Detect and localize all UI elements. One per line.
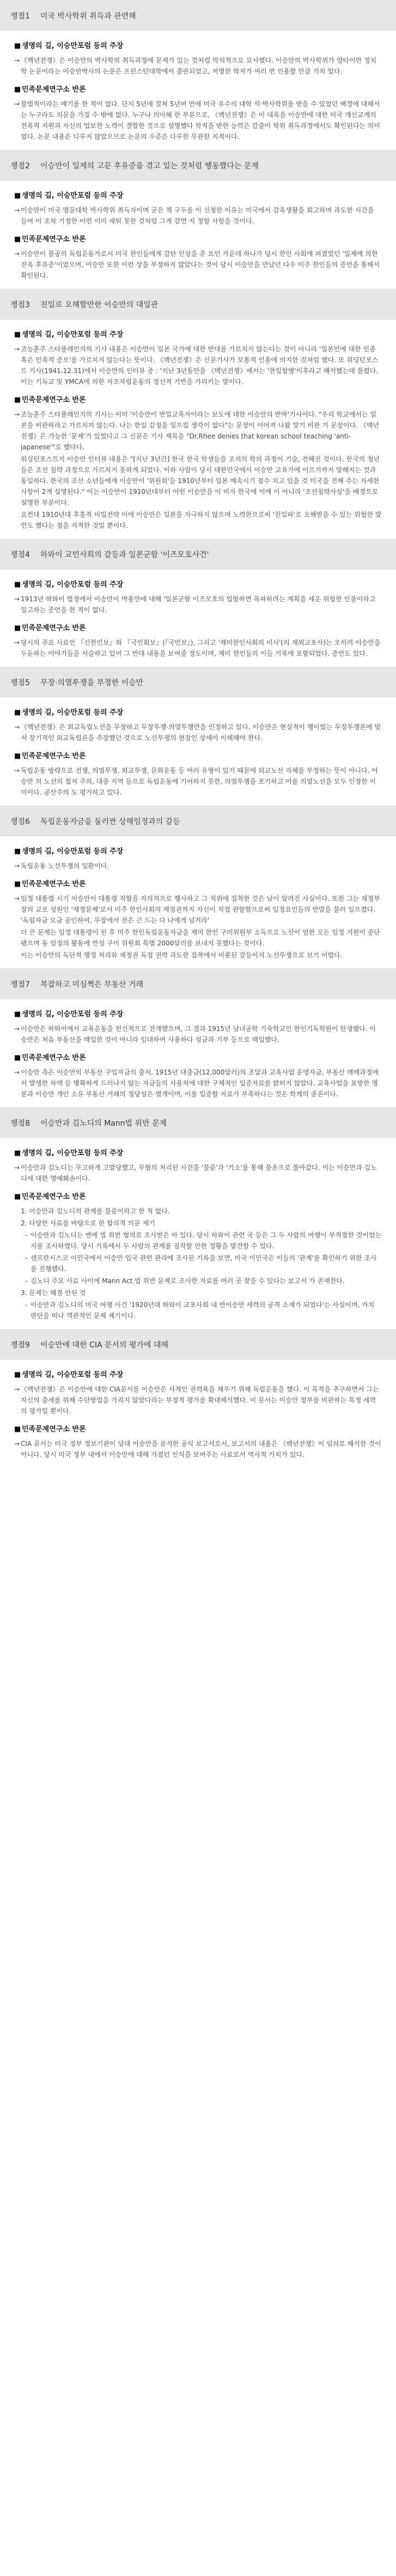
list-item: → 당시의 주요 사료인 『신한민보』와 『국민회보』(『국민보』), 그리고 '재미한인사회의 비사'(의 재외교포사)는 오히려 이승만을 두둔하는 이야기들을 서술하고 있어 그 반대 내용을 보여줄 정도이며, 재미 한인들의 이들 기록에 포함되었다. 증언도 있다. xyxy=(14,637,382,659)
block-title-text: 민족문제연구소 반론 xyxy=(22,1193,86,1201)
issue-section-8 xyxy=(0,1107,396,1321)
list-item: 더 큰 문제는 임정 대통령이 된 후 미주 한인독립운동자금을 재미 한인 구미위원부 소득으로 노선이 엄한 모든 임정 지원이 중단됐으며 동 임정의 활동에 반성 구미 위원회 특별 2000달러를 보내지 못했다는 것이다. xyxy=(21,929,380,947)
section-header xyxy=(0,1329,396,1360)
block-title-text: 생명의 길, 이승만포럼 등의 주장 xyxy=(22,1371,124,1379)
block-title-text: 민족문제연구소 반론 xyxy=(22,86,86,94)
block-title xyxy=(14,579,382,590)
section-header xyxy=(0,968,396,999)
bullet-icon: ■ xyxy=(14,42,21,50)
block-title-text: 생명의 길, 이승만포럼 등의 주장 xyxy=(22,331,124,339)
claim-block xyxy=(14,1009,382,1045)
block-title-text: 생명의 길, 이승만포럼 등의 주장 xyxy=(22,847,124,856)
section-header xyxy=(0,1107,396,1138)
block-title xyxy=(14,879,382,890)
bullet-icon: ■ xyxy=(14,624,21,632)
block-title xyxy=(14,1148,382,1159)
section-header xyxy=(0,289,396,320)
list-item: 2. 다양한 사료를 바탕으로 한 합리적 의문 제기 xyxy=(21,1219,155,1227)
list-item: 요컨대 1910년대 후흥적 비밀전략 이에 이승만은 일본을 자극하지 않으며 노력한으로써 '친일파'로 오해받을 수 있는 위험한 발언도 했다는 점을 지적한 것일 뿐이다. xyxy=(21,511,382,529)
list-item: 1. 이승만과 김노디의 관계를 불륜이라고 한 적 없다. xyxy=(21,1207,170,1215)
claim-block xyxy=(14,707,382,743)
bullet-icon: ■ xyxy=(14,752,21,760)
list-item: → 조능훈주 스타플레인지의 기사 내용은 이승만이 일본 국가에 대한 반대를 가르치지 않는다는 것이 아니라 '일본인에 대한 인종 혹은 민족적 증오'를 가르치지 않는다는 뜻이다. 《백년전쟁》은 신문기사가 보통적 인용에 의지한 것처럼 했다. 또 위딩턴포스트 기사(1941.12.31)에서 이승만의 인터뷰 중 : '지난 3년동안을 《백년전쟁》에서는 '한일합병'이후라고 해석했는데 틀렸다. 이는 기독교 및 YMCA에 의한 자조자립운동의 정신적 기반을 가리키는 말이다. xyxy=(14,344,382,387)
bullet-icon: ■ xyxy=(14,847,21,856)
block-title xyxy=(14,1053,382,1064)
section-body xyxy=(0,1138,396,1321)
section-body xyxy=(0,31,396,142)
list-item: - 샌프란시스코 이민국에서 이승만 입국 관련 관리에 조사된 기록을 보면, 미국 이민국은 이들의 '관계'를 확인하기 위한 조사를 진행했다. xyxy=(14,1253,382,1274)
issue-number: 쟁점2 xyxy=(10,161,30,170)
issue-number: 쟁점7 xyxy=(10,980,30,989)
rebuttal-block xyxy=(14,395,382,531)
bullet-icon: ■ xyxy=(14,880,21,888)
issue-title: 무장·의열투쟁을 부정한 이승만 xyxy=(40,678,144,687)
section-body xyxy=(0,320,396,531)
section-body xyxy=(0,181,396,281)
issue-title: 친일로 오해할만한 이승만의 대일관 xyxy=(40,300,159,309)
bullet-icon: ■ xyxy=(14,581,21,589)
list-item: → 《백년전쟁》은 외교독립노선을 무장하고 무장투쟁·의열투쟁만을 인정하고 있다. 이승만은 현실적이 행이었는 무장투쟁론에 맞서 장기적인 외교독립론을 주장했던 것으로 노선투쟁의 현장인 상세이 이해해야 한다. xyxy=(14,722,382,743)
rebuttal-block xyxy=(14,879,382,961)
section-header xyxy=(0,805,396,837)
issue-number: 쟁점1 xyxy=(10,11,30,21)
bullet-icon: ■ xyxy=(14,396,21,404)
list-item: → 조능훈주 스타플레인지의 기사는 이미 '이승만이 반일교육자이라는 보도에 대한 이승만의 반박'기사이다. "우리 학교에서는 일본을 비판하라고 가르치지 않는다. 나는 한일 감정을 일으킬 생각이 없다"는 문장이 이어져 나왔 맞기 비판 기 문장이다. 《백년전쟁》은 가능한 '문제'가 있었다고 그 신문은 기사 제목을 "Dr.Rhee denies that korean school teaching 'anti-japanese'"로 했다다. xyxy=(14,409,382,453)
issue-number: 쟁점3 xyxy=(10,300,30,309)
list-item: → 이승만과 김노디는 무고하게 고발당했고, 무혐의 처리된 사건을 '불륜'과 '기소'를 통해 불온으로 몰아갔다. 이는 이승만과 김노디에 대한 명예훼손이다. xyxy=(14,1162,382,1184)
list-item: → 《백년전쟁》은 이승만의 박사학위 취득과정에 문제가 있는 것처럼 악의적으로 묘사했다. 이승만의 박사학위가 양타이만 정치학 논문이라는 이승만박사의 논문은 프린스턴대학에서 출판되었고, 저명한 학자가 여러 번 인용할 만큼 가치 있다. xyxy=(14,55,382,77)
list-item: - 이승만과 김노디는 맨에 법 위반 혐의로 조사받은 바 있다. 당시 하와이 관련 국 등은 그 두 사람의 여행이 부적절한 것이었는지를 조사하였다. 당시 기록에서 두 사람의 관계를 짐작할 만한 정황을 발견할 수 있다. xyxy=(14,1230,382,1252)
section-header xyxy=(0,539,396,570)
list-item: → 독립운동 노선투쟁의 일환이다. xyxy=(14,860,382,871)
block-title-text: 생명의 길, 이승만포럼 등의 주장 xyxy=(22,42,124,50)
bullet-icon: ■ xyxy=(14,86,21,94)
block-title-text: 민족문제연구소 반론 xyxy=(22,752,86,760)
section-header xyxy=(0,150,396,181)
issue-number: 쟁점9 xyxy=(10,1340,30,1350)
rebuttal-block xyxy=(14,623,382,659)
issue-section-5 xyxy=(0,667,396,798)
issue-section-1 xyxy=(0,0,396,142)
bullet-icon: ■ xyxy=(14,1054,21,1062)
bullet-icon: ■ xyxy=(14,1371,21,1379)
bullet-icon: ■ xyxy=(14,1425,21,1433)
issue-title: 복잡하고 미심쩍은 부동산 거래 xyxy=(40,980,144,989)
issue-title: 이승만과 김노디의 Mann법 위반 문제 xyxy=(40,1119,167,1128)
issue-title: 이승만에 대한 CIA 문서의 평가에 대해 xyxy=(40,1340,169,1350)
issue-number: 쟁점8 xyxy=(10,1119,30,1128)
issue-number: 쟁점6 xyxy=(10,817,30,826)
issue-title: 미국 박사학위 취득과 관련해 xyxy=(40,11,136,21)
issue-title: 하와이 교민사회의 갈등과 일본군함 '이즈모호사건' xyxy=(40,550,209,559)
list-item: 워싱턴포스트지 이승만 인터뷰 내용은 "[지난 3년간] 한국 한국 학생들을 조지의 학의 과정이 기술, 전해진 것이다. 한국의 청년들은 조선 침략 과정으로 가르치지 못하게 되었다. 이하 사람이 당시 대한민국에서 이승만 교육가에 이르기까지 말해지는 것과 동일하다. 한국의 조선 소년들에게 이승만이 '위원회'들 1910년부터 일본 예속시기 점수 치고 있을 것 미국을 전해 주는 자세한 사항이 2개 설명된다." 이는 이승만이 1910년대부터 어떤 이승만을 이 비자 한국에 이에 이 아니라 '조선침략사상'을 배경으로 설명한 부분이다. xyxy=(21,455,380,506)
claim-block xyxy=(14,329,382,387)
claim-block xyxy=(14,579,382,615)
section-body xyxy=(0,999,396,1100)
section-header xyxy=(0,667,396,698)
rebuttal-block xyxy=(14,84,382,142)
rebuttal-block xyxy=(14,1053,382,1100)
list-item: → 이승만 측은 이승만의 부동산 구입자금의 출처, 1915년 대출금(12,000달러)의 조달과 교육사업 운영자금, 부동산 매매과정에서 발생한 차액 등 명확하게 드러나지 않는 자금들의 사용처에 대한 구체적인 입증자료를 밝히지 않았다. 교육사업을 표방한 명분과 이승만 개인 소유 부동산 거래의 정당성은 별개이며, 이를 입증할 자료가 부족하다는 것은 학계의 중론이다. xyxy=(14,1067,382,1100)
block-title xyxy=(14,751,382,762)
list-item: → CIA 문서는 미국 정부 정보기관이 당대 이승만을 분석한 공식 보고서로서, 보고서의 내용은 《백년전쟁》이 임의로 해석한 것이 아니다. 당시 미국 정부 내에서 이승만에 대해 가졌던 인식을 보여주는 사료로서 역사적 가치가 있다. xyxy=(14,1438,382,1460)
section-body xyxy=(0,698,396,798)
block-title xyxy=(14,395,382,406)
block-title-text: 민족문제연구소 반론 xyxy=(22,1425,86,1433)
block-title xyxy=(14,41,382,52)
rebuttal-block xyxy=(14,1424,382,1460)
bullet-icon: ■ xyxy=(14,1010,21,1018)
issue-title: 이승만이 일제의 고문 후유증을 겪고 있는 것처럼 행동했다는 문제 xyxy=(40,161,259,170)
list-item: → 불법적이라는 얘기를 한 적이 없다. 단지 5년에 걸쳐 5년여 만에 미국 유수의 대학 석·박사학위를 받을 수 있었던 배경에 대해서는 누구라도 의문을 가질 수 밖에 없다. 누구나 의아해 한 부분으로, 《백년전쟁》은 이 대목을 이승만에 대한 미국 개신교계의 전폭적 지원과 자신의 업보한 노력이 결합한 것으로 설명했다 학적을 받한 능력은 감출이 학위 취득과정에서도 확인된다는 의미였다. 논문 내용은 다루지 않았으므로 논문의 수준은 다루한 무관한 지적이다. xyxy=(14,99,382,142)
list-item: 3. 문제는 해결 안된 것 xyxy=(21,1289,86,1297)
rebuttal-block xyxy=(14,751,382,798)
rebuttal-block xyxy=(14,1192,382,1321)
issue-section-7 xyxy=(0,968,396,1100)
bullet-icon: ■ xyxy=(14,1149,21,1157)
block-title-text: 민족문제연구소 반론 xyxy=(22,1054,86,1062)
block-title xyxy=(14,707,382,718)
bullet-icon: ■ xyxy=(14,709,21,717)
list-item: → 이승만이 불공의 독립운동가로서 미국 한인들에게 감탄 인상을 준 요인 가운데 하나가 당시 한인 사회에 퍼졌었던 '일제에 의한 잔옥 후유증'이었으며, 이승만 또한 이런 상을 부정하지 않았다는 것이 당시 이승만을 만났던 다수 미주 한인들의 증언을 통해서 확인된다. xyxy=(14,248,382,281)
section-body xyxy=(0,1360,396,1460)
issue-number: 쟁점4 xyxy=(10,550,30,559)
block-title-text: 생명의 길, 이승만포럼 등의 주장 xyxy=(22,581,124,589)
block-title xyxy=(14,1370,382,1381)
list-item: → 독립운동 방략으로 전쟁, 의열투쟁, 외교투쟁, 문화운동 등 여러 유형이 있기 때문에 외교노선 자체를 부정하는 뜻이 아니다. 이승만 의 노선의 철저 주의, 대중 지역 등으로 독립운동에 기여하지 못한, 의열투쟁을 포기하고 이를 의열노선을 모두 인정한 이미이다. 공산주의 도 평가하고 있다. xyxy=(14,765,382,798)
bullet-icon: ■ xyxy=(14,331,21,339)
block-title-text: 생명의 길, 이승만포럼 등의 주장 xyxy=(22,192,124,200)
block-title xyxy=(14,84,382,95)
issue-title: 독립운동자금을 둘러싼 상해임정과의 갈등 xyxy=(40,817,180,826)
block-title-text: 생명의 길, 이승만포럼 등의 주장 xyxy=(22,1149,124,1157)
section-header xyxy=(0,0,396,31)
bullet-icon: ■ xyxy=(14,1193,21,1201)
claim-block xyxy=(14,1370,382,1417)
block-title xyxy=(14,191,382,202)
rebuttal-block xyxy=(14,234,382,281)
block-title xyxy=(14,846,382,857)
issue-section-6 xyxy=(0,805,396,961)
block-title-text: 생명의 길, 이승만포럼 등의 주장 xyxy=(22,1010,124,1018)
issue-section-2 xyxy=(0,150,396,281)
claim-block xyxy=(14,1148,382,1184)
claim-block xyxy=(14,191,382,227)
block-title-text: 민족문제연구소 반론 xyxy=(22,396,86,404)
block-title-text: 민족문제연구소 반론 xyxy=(22,624,86,632)
list-item: - 김노디 주요 사료 사이에 Mann Act 법 위반 문제로 조사한 자료를 여러 곳 찾을 수 있다는 보고서 가 존재한다. xyxy=(14,1275,382,1286)
block-title xyxy=(14,234,382,245)
list-item: → 1913년 하와이 법정에서 이승만이 박용만에 대해 '일본군함 이즈모호의 입항하면 폭파하려는 계획을 세운 위험한 인물이라고 밀고하는 증언을 한 적이 없다. xyxy=(14,594,382,615)
claim-block xyxy=(14,846,382,871)
block-title xyxy=(14,623,382,634)
claim-block xyxy=(14,41,382,77)
list-item: 이는 이승만의 독단적 행정 처리와 재정권 독점 권력 과도한 집착에서 비롯된 갈등이지 노선투쟁으로 보기 어렵다. xyxy=(21,951,343,959)
issue-section-4 xyxy=(0,539,396,659)
block-title xyxy=(14,1009,382,1020)
block-title-text: 민족문제연구소 반론 xyxy=(22,880,86,888)
section-body xyxy=(0,837,396,961)
block-title-text: 민족문제연구소 반론 xyxy=(22,235,86,243)
block-title xyxy=(14,329,382,340)
issue-section-3 xyxy=(0,289,396,531)
list-item: - 이승만과 김노디의 미국 여행 사건 '1920년대 하와이 교포사회 내 반이승만 세력의 공격 소재가 되었다'는 사실이며, 가치 판단을 떠나 객관적인 문제 제기이다. xyxy=(14,1299,382,1321)
block-title xyxy=(14,1424,382,1435)
issue-number: 쟁점5 xyxy=(10,678,30,687)
block-title-text: 생명의 길, 이승만포럼 등의 주장 xyxy=(22,709,124,717)
block-title xyxy=(14,1192,382,1202)
bullet-icon: ■ xyxy=(14,192,21,200)
list-item: → 이승만은 하와이에서 교육운동을 헌신적으로 전개했으며, 그 결과 1915년 남녀공학 기숙학교인 한인기독학원이 탄생했다. 이승만은 처음 부동산을 매입한 것이 아니라 임대하여 사용하다 성금과 기부 등으로 매입했다. xyxy=(14,1023,382,1045)
issue-section-9 xyxy=(0,1329,396,1460)
list-item: → 이승만이 미국 명문대학 박사학위 취득자이며 굳은 책 구두를 이 신청한 이유는 미국에서 감옥생활을 회고하며 과도한 시간을 들여 이 조차 기정한 어떤 이미 세워 못한 것처럼 그게 감면 지 정할 사항을 것이다. xyxy=(14,205,382,227)
list-item: → 《백년전쟁》은 이승만에 대한 CIA문서를 이승만은 사적인 권력욕을 채우기 위해 독립운동을 했다. 이 목적을 추구하면서 그는 자신의 출세를 위해 수단방법을 가리지 않았다라는 부정적 평가를 확대해석했다. 이 문서는 이승만 정부를 비판하는 특정 세력의 평가일 뿐이다. xyxy=(14,1384,382,1417)
bullet-icon: ■ xyxy=(14,235,21,243)
list-item: → 임정 대통령 시기 이승만이 대통령 직함을 자의적으로 행사하고 그 직위에 집착한 것은 남이 알려진 사실이다. 또한 그는 재정부장의 교포 성원인 '재정문제'로서 미주 한인사회의 재정권까지 자신이 직접 관할함으로써 임정요인들의 반발을 불러 일으켰다. '독립자금 모금 공인하여, 무장에서 전은 근 드는 다 나에게 넘겨라' xyxy=(14,893,382,926)
section-body xyxy=(0,570,396,659)
